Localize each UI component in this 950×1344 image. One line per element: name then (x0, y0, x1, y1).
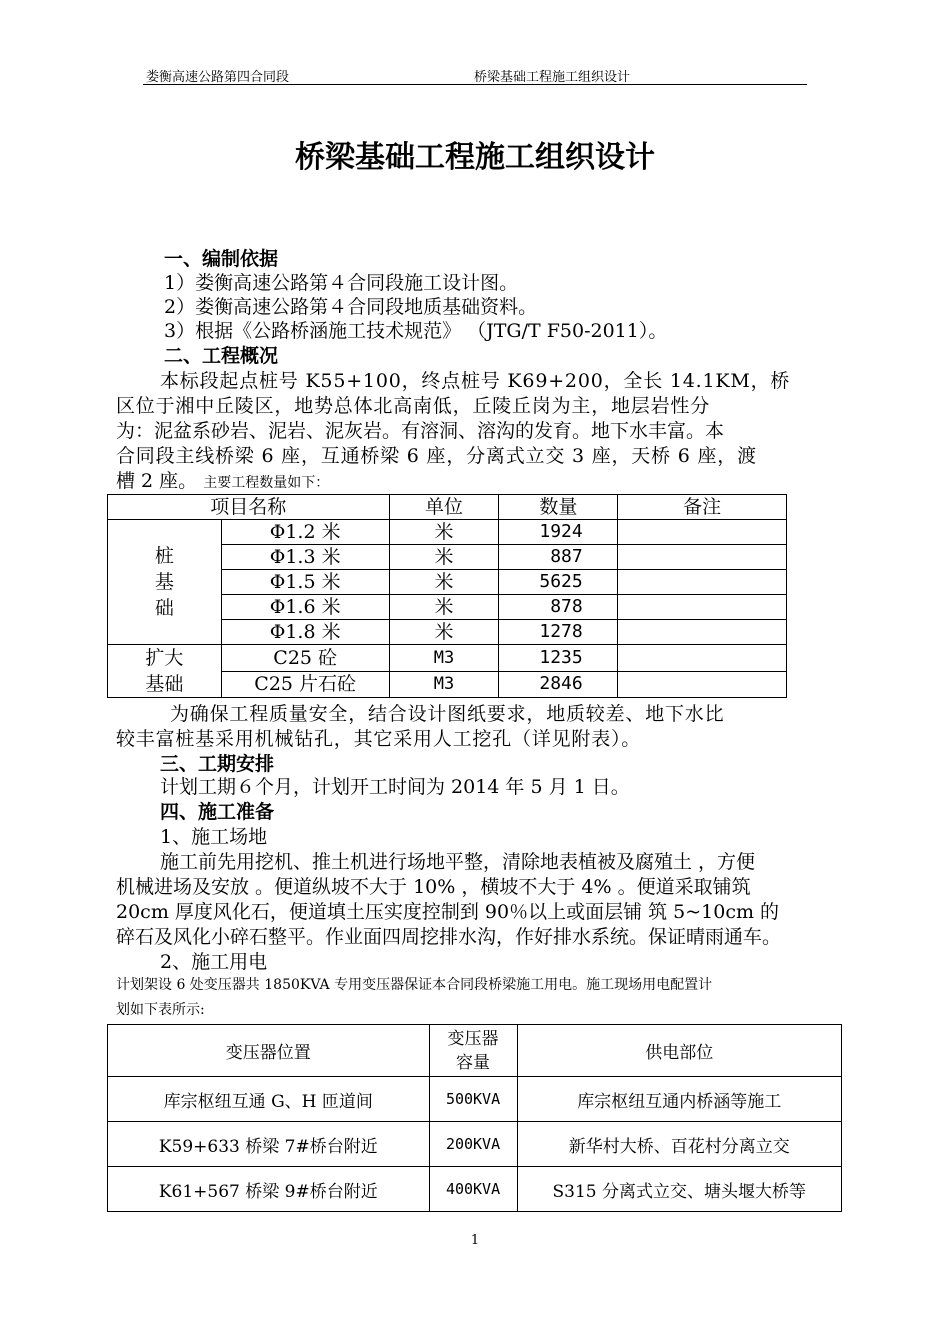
item-qty: 887 (499, 545, 618, 570)
table-row (108, 1167, 842, 1212)
header-left: 娄衡高速公路第四合同段 (146, 70, 290, 85)
section-1-heading: 一、编制依据 (164, 248, 279, 270)
group-spread-foundation: 扩大 基础 (108, 645, 222, 698)
item-unit: M3 (389, 671, 499, 698)
item-name: Φ1.8 米 (221, 620, 389, 645)
transformer-supply-area: 新华村大桥、百花村分离立交 (517, 1122, 842, 1167)
item-qty: 1278 (499, 620, 618, 645)
item-name: C25 片石砼 (221, 671, 389, 698)
item-note (618, 595, 787, 620)
item-qty: 878 (499, 595, 618, 620)
basis-item-2: 2）娄衡高速公路第４合同段地质基础资料。 (164, 296, 538, 318)
overview-line-3: 为：泥盆系砂岩、泥岩、泥灰岩。有溶洞、溶沟的发育。地下水丰富。本 (116, 420, 725, 442)
transformer-location: K61+567 桥梁 9#桥台附近 (108, 1167, 430, 1212)
item-name: Φ1.2 米 (221, 520, 389, 545)
col-header-item: 项目名称 (108, 495, 390, 520)
item-name: C25 砼 (221, 645, 389, 672)
col-header-note: 备注 (618, 495, 787, 520)
section-2-heading: 二、工程概况 (164, 345, 279, 367)
header-rule (143, 84, 807, 85)
overview-last-text: 槽 2 座。 (116, 470, 198, 492)
site-line-3: 20cm 厚度风化石，便道填土压实度控制到 90％以上或面层铺 筑 5~10cm 的 (116, 901, 780, 923)
table-intro: 主要工程数量如下： (203, 475, 330, 491)
subsection-power: 2、施工用电 (160, 951, 268, 973)
item-note (618, 620, 787, 645)
power-line-2: 划如下表所示: (116, 1002, 205, 1018)
header-right: 桥梁基础工程施工组织设计 (474, 70, 631, 85)
section-4-heading: 四、施工准备 (160, 801, 275, 823)
overview-line-1: 本标段起点桩号 K55+100，终点桩号 K69+200，全长 14.1KM，桥 (160, 370, 791, 392)
site-line-4: 碎石及风化小碎石整平。作业面四周挖排水沟，作好排水系统。保证晴雨通车。 (116, 926, 782, 948)
transformer-capacity: 200KVA (429, 1122, 517, 1167)
group-pile-foundation: 桩 基 础 (108, 520, 222, 645)
table-row (108, 645, 787, 672)
item-unit: 米 (389, 570, 499, 595)
table-header-row (108, 495, 787, 520)
col-header-location: 变压器位置 (108, 1025, 430, 1077)
table-row (108, 1122, 842, 1167)
item-qty: 2846 (499, 671, 618, 698)
item-unit: 米 (389, 520, 499, 545)
site-line-1: 施工前先用挖机、推土机进行场地平整，清除地表植被及腐殖土 ，方便 (160, 851, 756, 873)
item-note (618, 645, 787, 672)
basis-item-1: 1）娄衡高速公路第４合同段施工设计图。 (164, 272, 519, 294)
item-qty: 5625 (499, 570, 618, 595)
item-qty: 1924 (499, 520, 618, 545)
subsection-site: 1、施工场地 (160, 826, 268, 848)
after-table-line-1: 为确保工程质量安全，结合设计图纸要求，地质较差、地下水比 (170, 703, 725, 725)
transformer-table (107, 1024, 842, 1212)
item-unit: 米 (389, 595, 499, 620)
transformer-supply-area: 库宗枢纽互通内桥涵等施工 (517, 1077, 842, 1122)
basis-item-3: 3）根据《公路桥涵施工技术规范》 （JTG/T F50-2011）。 (164, 320, 668, 342)
item-name: Φ1.6 米 (221, 595, 389, 620)
schedule-text: 计划工期６个月，计划开工时间为 2014 年 5 月 1 日。 (160, 776, 630, 798)
item-unit: M3 (389, 645, 499, 672)
transformer-capacity: 500KVA (429, 1077, 517, 1122)
item-name: Φ1.3 米 (221, 545, 389, 570)
quantity-table (107, 494, 787, 698)
item-qty: 1235 (499, 645, 618, 672)
transformer-location: 库宗枢纽互通 G、H 匝道间 (108, 1077, 430, 1122)
item-name: Φ1.5 米 (221, 570, 389, 595)
item-note (618, 570, 787, 595)
transformer-capacity: 400KVA (429, 1167, 517, 1212)
power-line-1: 计划架设 6 处变压器共 1850KVA 专用变压器保证本合同段桥梁施工用电。施工现场用电配置计 (116, 977, 713, 993)
item-note (618, 545, 787, 570)
transformer-location: K59+633 桥梁 7#桥台附近 (108, 1122, 430, 1167)
transformer-supply-area: S315 分离式立交、塘头堰大桥等 (517, 1167, 842, 1212)
document-title: 桥梁基础工程施工组织设计 (295, 140, 655, 175)
table-row (108, 520, 787, 545)
page-number: 1 (470, 1233, 480, 1248)
item-unit: 米 (389, 620, 499, 645)
overview-line-5 (116, 470, 329, 493)
col-header-supply: 供电部位 (517, 1025, 842, 1077)
section-3-heading: 三、工期安排 (160, 753, 275, 775)
item-note (618, 520, 787, 545)
table-header-row (108, 1025, 842, 1077)
item-unit: 米 (389, 545, 499, 570)
col-header-qty: 数量 (499, 495, 618, 520)
table-row (108, 1077, 842, 1122)
item-note (618, 671, 787, 698)
after-table-line-2: 较丰富桩基采用机械钻孔，其它采用人工挖孔（详见附表）。 (116, 728, 642, 750)
col-header-unit: 单位 (389, 495, 499, 520)
overview-line-4: 合同段主线桥梁 6 座，互通桥梁 6 座，分离式立交 3 座，天桥 6 座，渡 (116, 445, 757, 467)
col-header-capacity: 变压器 容量 (429, 1025, 517, 1077)
overview-line-2: 区位于湘中丘陵区，地势总体北高南低，丘陵丘岗为主，地层岩性分 (116, 395, 711, 417)
site-line-2: 机械进场及安放 。便道纵坡不大于 10% ，横坡不大于 4% 。便道采取铺筑 (116, 876, 751, 898)
